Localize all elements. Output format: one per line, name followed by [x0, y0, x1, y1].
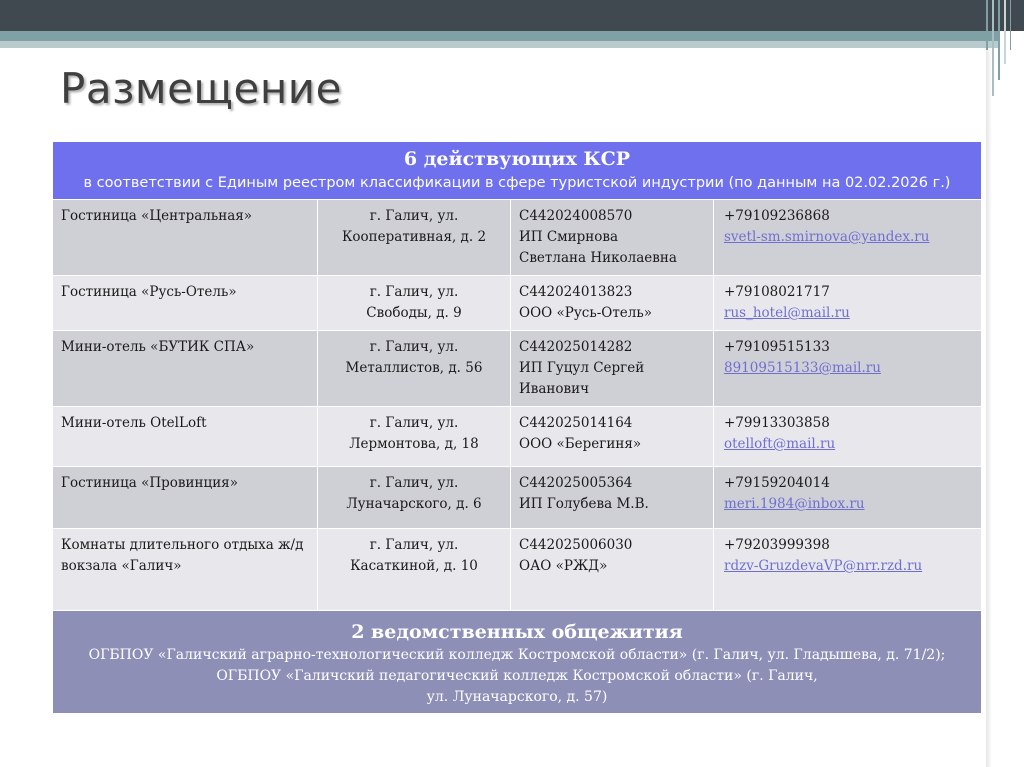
- hotel-name: Мини-отель «БУТИК СПА»: [53, 331, 318, 407]
- registry-number: С442025005364: [519, 475, 633, 491]
- address-line: г. Галич, ул.: [369, 475, 459, 491]
- registry-number: С442025014164: [519, 415, 633, 431]
- email-link[interactable]: rus_hotel@mail.ru: [724, 305, 850, 321]
- hotel-operator: [511, 529, 714, 611]
- hotel-name: Гостиница «Русь-Отель»: [53, 276, 318, 331]
- light-teal-decor-stripe: [0, 41, 1000, 48]
- table-row: [53, 529, 982, 611]
- phone-number: +79913303858: [724, 415, 830, 431]
- hotel-operator: [511, 331, 714, 407]
- hotel-address: [318, 200, 511, 276]
- email-link[interactable]: otelloft@mail.ru: [724, 436, 836, 452]
- email-link[interactable]: meri.1984@inbox.ru: [724, 496, 865, 512]
- operator-name-cont: Светлана Николаевна: [519, 250, 677, 266]
- footer-description: ОГБПОУ «Галичский аграрно-технологический колледж Костромской области» (г. Галич, ул. Гладышева, д. 71/2); ОГБПОУ «Галичский педагогический колледж Костромской области» (г. Галич,: [88, 647, 946, 684]
- address-line: Кооперативная, д. 2: [341, 229, 487, 245]
- right-edge-shadow: [986, 50, 992, 767]
- address-line: г. Галич, ул.: [369, 284, 459, 300]
- table-row: [53, 276, 982, 331]
- header-subtitle: в соответствии с Единым реестром классификации в сфере туристской индустрии (по данным на 02.02.2026 г.): [83, 175, 951, 191]
- email-link[interactable]: svetl-sm.smirnova@yandex.ru: [724, 229, 930, 245]
- phone-number: +79159204014: [724, 475, 830, 491]
- hotel-contacts: [714, 467, 982, 529]
- phone-number: +79108021717: [724, 284, 830, 300]
- table-footer-cell: [53, 611, 982, 714]
- table-row: [53, 200, 982, 276]
- registry-number: С442025014282: [519, 339, 633, 355]
- address-line: Луначарского, д. 6: [346, 496, 482, 512]
- table-footer-row: [53, 611, 982, 714]
- footer-description-cont: ул. Луначарского, д. 57): [426, 689, 608, 705]
- table-row: [53, 331, 982, 407]
- table-row: [53, 407, 982, 467]
- operator-name: ОАО «РЖД»: [519, 558, 608, 574]
- hotel-contacts: [714, 407, 982, 467]
- hotel-operator: [511, 407, 714, 467]
- address-line: Лермонтова, д, 18: [349, 436, 479, 452]
- hotel-name: Гостиница «Провинция»: [53, 467, 318, 529]
- operator-name-cont: Иванович: [519, 381, 590, 397]
- hotel-contacts: [714, 529, 982, 611]
- table-header-row: [53, 142, 982, 200]
- address-line: Свободы, д. 9: [366, 305, 462, 321]
- email-link[interactable]: rdzv-GruzdevaVP@nrr.rzd.ru: [724, 558, 923, 574]
- address-line: г. Галич, ул.: [369, 415, 459, 431]
- hotel-operator: [511, 200, 714, 276]
- hotel-address: [318, 529, 511, 611]
- hotel-address: [318, 467, 511, 529]
- operator-name: ООО «Русь-Отель»: [519, 305, 652, 321]
- hotel-name: Мини-отель OtelLoft: [53, 407, 318, 467]
- hotel-address: [318, 407, 511, 467]
- hotel-operator: [511, 467, 714, 529]
- accommodation-table: [52, 141, 982, 714]
- hotel-operator: [511, 276, 714, 331]
- address-line: Металлистов, д. 56: [345, 360, 483, 376]
- address-line: г. Галич, ул.: [369, 537, 459, 553]
- table-header-cell: [53, 142, 982, 200]
- hotel-contacts: [714, 331, 982, 407]
- hotel-name: Комнаты длительного отдыха ж/д вокзала «Галич»: [53, 529, 318, 611]
- hotel-address: [318, 276, 511, 331]
- footer-title: 2 ведомственных общежития: [351, 621, 683, 643]
- operator-name: ИП Голубева М.В.: [519, 496, 649, 512]
- operator-name: ИП Гуцул Сергей: [519, 360, 645, 376]
- top-decor-bar: [0, 0, 1024, 31]
- hotel-contacts: [714, 200, 982, 276]
- hotel-address: [318, 331, 511, 407]
- operator-name: ИП Смирнова: [519, 229, 619, 245]
- operator-name: ООО «Берегиня»: [519, 436, 642, 452]
- phone-number: +79109236868: [724, 208, 830, 224]
- header-title: 6 действующих КСР: [403, 148, 631, 170]
- teal-decor-stripe: [0, 31, 1000, 41]
- address-line: Касаткиной, д. 10: [350, 558, 478, 574]
- registry-number: С442024013823: [519, 284, 633, 300]
- hotel-name: Гостиница «Центральная»: [53, 200, 318, 276]
- phone-number: +79109515133: [724, 339, 830, 355]
- slide-title: Размещение: [60, 64, 342, 113]
- hotel-contacts: [714, 276, 982, 331]
- registry-number: С442025006030: [519, 537, 633, 553]
- address-line: г. Галич, ул.: [369, 339, 459, 355]
- table-row: [53, 467, 982, 529]
- registry-number: С442024008570: [519, 208, 633, 224]
- address-line: г. Галич, ул.: [369, 208, 459, 224]
- email-link[interactable]: 89109515133@mail.ru: [724, 360, 881, 376]
- phone-number: +79203999398: [724, 537, 830, 553]
